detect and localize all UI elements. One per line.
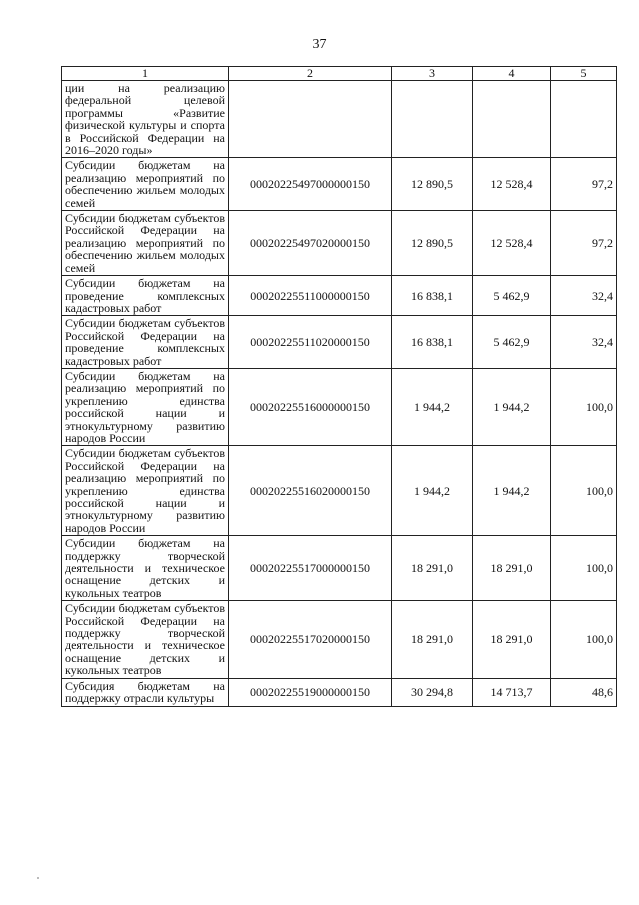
row-percent-cell: 48,6 (551, 678, 617, 706)
row-name-cell: Субсидии бюджетам на реализацию мероприятий по обеспечению жильем молодых семей (62, 158, 229, 211)
row-percent-cell: 100,0 (551, 368, 617, 445)
row-code-cell: 00020225497000000150 (229, 158, 392, 211)
table-row (62, 158, 617, 211)
row-planned-cell: 1 944,2 (392, 368, 473, 445)
table-row (62, 536, 617, 601)
row-name-cell: Субсидии бюджетам субъектов Российской Федерации на реализацию мероприятий по обеспечению жильем молодых семей (62, 211, 229, 276)
table-row (62, 446, 617, 536)
table-header (62, 67, 617, 81)
row-executed-cell: 12 528,4 (473, 158, 551, 211)
row-percent-cell: 100,0 (551, 601, 617, 678)
row-code-cell: 00020225517020000150 (229, 601, 392, 678)
row-name-cell: ции на реализацию федеральной целевой программы «Развитие физической культуры и спорта в Российской Федерации на 2016–2020 годы» (62, 81, 229, 158)
row-code-cell: 00020225516000000150 (229, 368, 392, 445)
row-code-cell: 00020225511020000150 (229, 316, 392, 369)
table-row (62, 81, 617, 158)
column-header-4: 4 (473, 67, 551, 81)
table-row (62, 368, 617, 445)
row-planned-cell: 30 294,8 (392, 678, 473, 706)
row-executed-cell (473, 81, 551, 158)
row-percent-cell: 32,4 (551, 276, 617, 316)
row-executed-cell: 18 291,0 (473, 536, 551, 601)
row-name-cell: Субсидии бюджетам на проведение комплексных кадастровых работ (62, 276, 229, 316)
row-code-cell: 00020225517000000150 (229, 536, 392, 601)
table-body (62, 81, 617, 707)
table-row (62, 601, 617, 678)
row-code-cell: 00020225497020000150 (229, 211, 392, 276)
row-percent-cell: 100,0 (551, 446, 617, 536)
row-executed-cell: 18 291,0 (473, 601, 551, 678)
table-row (62, 211, 617, 276)
scan-speck (37, 877, 39, 879)
row-code-cell (229, 81, 392, 158)
row-planned-cell: 12 890,5 (392, 211, 473, 276)
row-executed-cell: 5 462,9 (473, 316, 551, 369)
column-header-1: 1 (62, 67, 229, 81)
table-row (62, 678, 617, 706)
row-planned-cell: 1 944,2 (392, 446, 473, 536)
row-executed-cell: 14 713,7 (473, 678, 551, 706)
row-name-cell: Субсидии бюджетам на поддержку творческой деятельности и техническое оснащение детских и кукольных театров (62, 536, 229, 601)
column-header-3: 3 (392, 67, 473, 81)
row-percent-cell (551, 81, 617, 158)
row-name-cell: Субсидии бюджетам субъектов Российской Федерации на проведение комплексных кадастровых работ (62, 316, 229, 369)
row-executed-cell: 1 944,2 (473, 446, 551, 536)
table-row (62, 276, 617, 316)
column-header-2: 2 (229, 67, 392, 81)
row-planned-cell: 12 890,5 (392, 158, 473, 211)
row-name-cell: Субсидии бюджетам субъектов Российской Федерации на поддержку творческой деятельности и техническое оснащение детских и кукольных театров (62, 601, 229, 678)
row-planned-cell (392, 81, 473, 158)
table-row (62, 316, 617, 369)
row-executed-cell: 12 528,4 (473, 211, 551, 276)
page-number: 37 (312, 37, 327, 52)
row-percent-cell: 97,2 (551, 158, 617, 211)
row-executed-cell: 5 462,9 (473, 276, 551, 316)
row-percent-cell: 97,2 (551, 211, 617, 276)
row-planned-cell: 16 838,1 (392, 276, 473, 316)
row-planned-cell: 18 291,0 (392, 601, 473, 678)
row-planned-cell: 18 291,0 (392, 536, 473, 601)
row-code-cell: 00020225519000000150 (229, 678, 392, 706)
row-percent-cell: 32,4 (551, 316, 617, 369)
budget-table (61, 66, 617, 707)
row-code-cell: 00020225511000000150 (229, 276, 392, 316)
row-percent-cell: 100,0 (551, 536, 617, 601)
row-name-cell: Субсидии бюджетам на реализацию мероприятий по укреплению единства российской нации и этнокультурному развитию народов России (62, 368, 229, 445)
row-name-cell: Субсидия бюджетам на поддержку отрасли культуры (62, 678, 229, 706)
row-planned-cell: 16 838,1 (392, 316, 473, 369)
row-executed-cell: 1 944,2 (473, 368, 551, 445)
row-code-cell: 00020225516020000150 (229, 446, 392, 536)
header-row (62, 67, 617, 81)
row-name-cell: Субсидии бюджетам субъектов Российской Федерации на реализацию мероприятий по укреплению единства российской нации и этнокультурному развитию народов России (62, 446, 229, 536)
column-header-5: 5 (551, 67, 617, 81)
